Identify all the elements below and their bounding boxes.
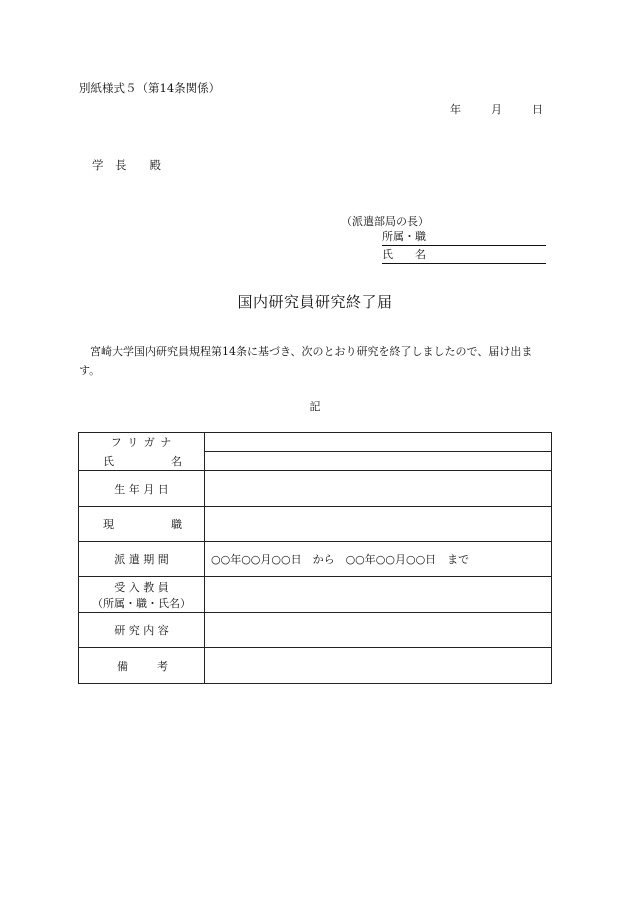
signature-name-label: 氏 名 [382,248,426,261]
body-text: 宮崎大学国内研究員規程第14条に基づき、次のとおり研究を終了しましたので、届け出ます。 [79,345,533,377]
period-label: 派 遣 期 間 [79,542,205,577]
table-row [79,433,552,452]
date-year: 年 [450,103,461,116]
content-label: 研 究 内 容 [79,613,205,648]
name-label-cell [79,433,205,471]
remarks-label-cell [79,648,205,684]
content-value[interactable] [205,613,552,648]
ki-marker: 記 [309,400,321,413]
remarks-label-2: 考 [157,659,168,673]
birth-value[interactable] [205,471,552,507]
remarks-label-1: 備 [117,659,128,673]
furigana-value[interactable] [205,433,552,452]
addressee: 学 長 殿 [92,158,161,172]
applicant-role: （派遣部局の長） [341,215,429,228]
position-label-1: 現 [103,518,114,531]
position-label-cell [79,507,205,542]
position-label-2: 職 [171,518,182,531]
date-day: 日 [532,103,543,116]
host-sub-label: （所属・職・氏名） [92,596,191,610]
name-label-1: 氏 [103,455,114,468]
table-row [79,648,552,684]
host-label: 受 入 教 員 [114,580,169,594]
name-value[interactable] [205,452,552,471]
report-table [78,432,552,684]
table-row [79,542,552,577]
host-value[interactable] [205,577,552,613]
signature-affiliation-label: 所属・職 [382,230,426,243]
date-month: 月 [491,103,502,116]
period-value[interactable]: ○○年○○月○○日 から ○○年○○月○○日 まで [205,542,552,577]
table-row [79,613,552,648]
table-row [79,577,552,613]
birth-label: 生 年 月 日 [79,471,205,507]
position-value[interactable] [205,507,552,542]
furigana-label: フ リ ガ ナ [110,436,173,449]
name-label-2: 名 [171,455,182,468]
table-row [79,471,552,507]
table-row [79,507,552,542]
signature-name-field[interactable] [382,248,546,264]
form-number: 別紙様式５（第14条関係） [79,81,221,95]
date-line [450,101,543,117]
remarks-value[interactable] [205,648,552,684]
signature-affiliation-field[interactable] [382,230,546,246]
document-title: 国内研究員研究終了届 [237,293,393,311]
host-label-cell [79,577,205,613]
